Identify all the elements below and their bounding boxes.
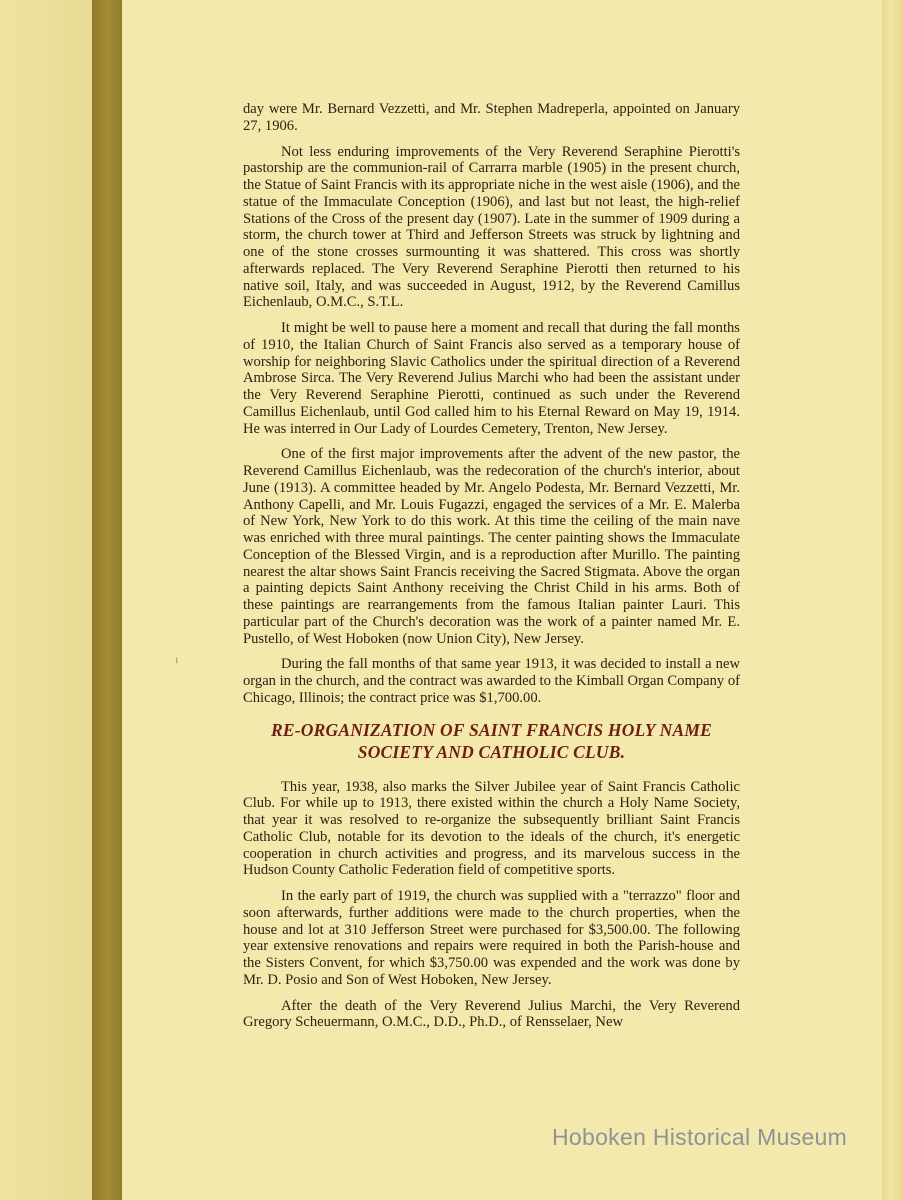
document-body — [243, 101, 740, 1040]
paragraph-8: After the death of the Very Reverend Julius Marchi, the Very Reverend Gregory Scheuermann, O.M.C., D.D., Ph.D., of Rensselaer, New — [243, 997, 740, 1031]
paragraph-2: Not less enduring improvements of the Very Reverend Seraphine Pierotti's pastorship are the communion-rail of Carrarra marble (1905) in the present church, the Statue of Saint Francis with its appropriate niche in the west aisle (1906), and the statue of the Immaculate Conception (1906), and last but not least, the high-relief Stations of the Cross of the present day (1907). Late in the summer of 1909 during a storm, the church tower at Third and Jefferson Streets was struck by lightning and one of the stone crosses surmounting it was shattered. This cross was shortly afterwards replaced. The Very Reverend Seraphine Pierotti then returned to his native soil, Italy, and was succeeded in August, 1912, by the Reverend Camillus Eichenlaub, O.M.C., S.T.L. — [243, 143, 740, 311]
paragraph-6: This year, 1938, also marks the Silver Jubilee year of Saint Francis Catholic Club. For while up to 1913, there existed within the church a Holy Name Society, that year it was resolved to re-organize the subsequently brilliant Saint Francis Catholic Club, notable for its devotion to the ideals of the church, it's energetic cooperation in church activities and progress, and its marvelous success in the Hudson County Catholic Federation field of competitive sports. — [243, 778, 740, 879]
heading-line-1: RE-ORGANIZATION OF SAINT FRANCIS HOLY NAME — [271, 719, 712, 740]
gold-binding-strip — [92, 0, 122, 1200]
section-heading — [243, 719, 740, 763]
next-page-edge — [882, 0, 903, 1200]
museum-watermark: Hoboken Historical Museum — [552, 1124, 848, 1150]
heading-line-2: SOCIETY AND CATHOLIC CLUB. — [357, 741, 626, 762]
paragraph-1: day were Mr. Bernard Vezzetti, and Mr. Stephen Madreperla, appointed on January 27, 1906. — [243, 101, 740, 134]
margin-mark: ı — [175, 652, 179, 666]
outer-page-margin — [0, 0, 92, 1200]
paragraph-7: In the early part of 1919, the church was supplied with a "terrazzo" floor and soon afterwards, further additions were made to the church properties, when the house and lot at 310 Jefferson Street were purchased for $3,500.00. The following year extensive renovations and repairs were required in both the Parish-house and the Sisters Convent, for which $3,750.00 was expended and the work was done by Mr. D. Posio and Son of West Hoboken, New Jersey. — [243, 888, 740, 988]
paragraph-4: One of the first major improvements after the advent of the new pastor, the Reverend Camillus Eichenlaub, was the redecoration of the church's interior, about June (1913). A committee headed by Mr. Angelo Podesta, Mr. Bernard Vezzetti, Mr. Anthony Capelli, and Mr. Louis Fugazzi, engaged the services of a Mr. E. Malerba of New York, New York to do this work. At this time the ceiling of the main nave was enriched with three mural paintings. The center painting shows the Immaculate Conception of the Blessed Virgin, and is a reproduction after Murillo. The painting nearest the altar shows Saint Francis receiving the Sacred Stigmata. Above the organ a painting depicts Saint Anthony receiving the Christ Child in his arms. Both of these paintings are rearrangements from the famous Italian painter Lauri. This particular part of the Church's decoration was the work of a painter named Mr. E. Pustello, of West Hoboken (now Union City), New Jersey. — [243, 446, 740, 647]
paragraph-5: During the fall months of that same year 1913, it was decided to install a new organ in the church, and the contract was awarded to the Kimball Organ Company of Chicago, Illinois; the contract price was $1,700.00. — [243, 656, 740, 706]
paragraph-3: It might be well to pause here a moment and recall that during the fall months of 1910, the Italian Church of Saint Francis also served as a temporary house of worship for neighboring Slavic Catholics under the spiritual direction of a Reverend Ambrose Sirca. The Very Reverend Julius Marchi who had been the assistant under the Very Reverend Seraphine Pierotti, continued as such under the Reverend Camillus Eichenlaub, until God called him to his Eternal Reward on May 19, 1914. He was interred in Our Lady of Lourdes Cemetery, Trenton, New Jersey. — [243, 320, 740, 437]
